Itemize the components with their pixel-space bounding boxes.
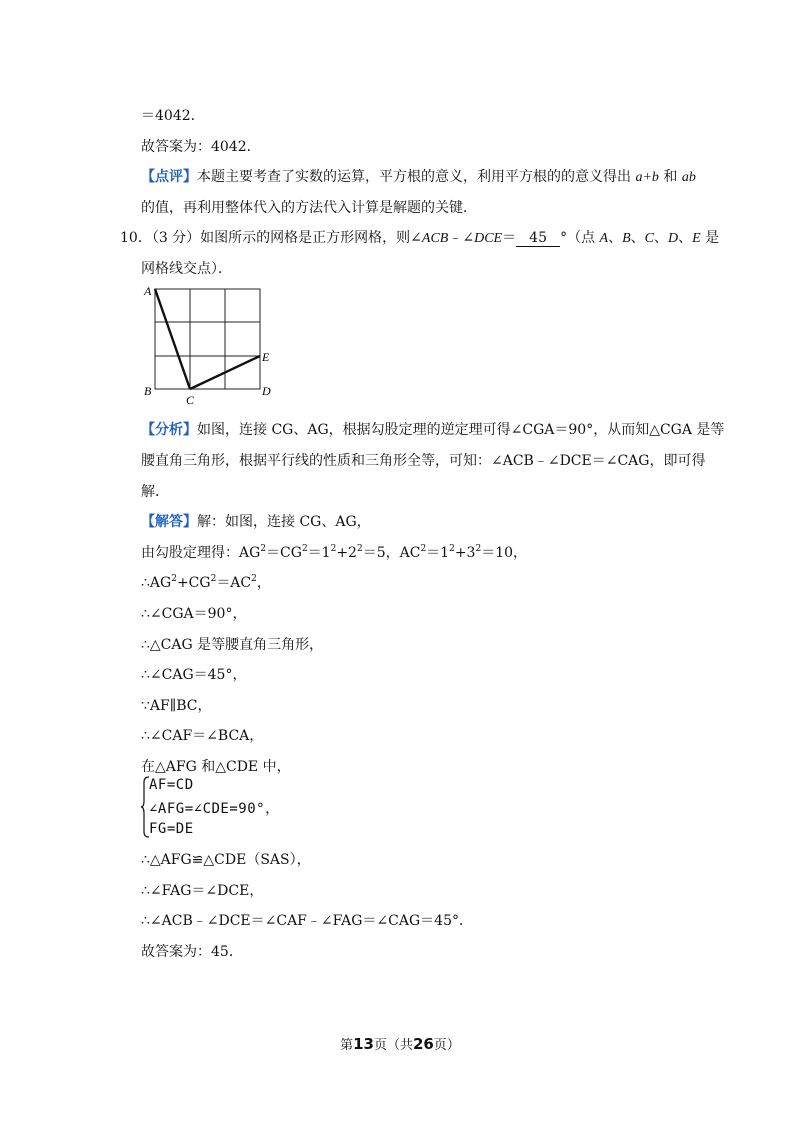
step-congruent: ∴△AFG≌△CDE（SAS），	[141, 852, 311, 868]
final-answer: 故答案为：45．	[141, 944, 243, 960]
sys2-text: ∠AFG=∠CDE=90°	[149, 801, 266, 817]
step-right-angle: ∴∠CGA＝90°，	[141, 606, 247, 622]
q10-minus: ﹣∠	[448, 230, 475, 246]
q10-eq: ＝	[502, 230, 517, 246]
q10-text: 10．（3 分）如图所示的网格是正方形网格，则∠	[120, 230, 422, 246]
sup: 2	[356, 544, 363, 554]
sup: 2	[420, 544, 427, 554]
question-10-line-1	[120, 228, 719, 249]
s2-d: ，	[256, 575, 271, 591]
footer-page: 13	[353, 1035, 374, 1053]
step-in-triangles: 在△AFG 和△CDE 中，	[141, 759, 291, 775]
analysis-text-1: 如图，连接 CG、AG，根据勾股定理的逆定理可得∠CGA＝90°，从而知△CGA 是等	[197, 422, 725, 438]
analysis-line-2: 腰直角三角形，根据平行线的性质和三角形全等，可知：∠ACB﹣∠DCE＝∠CAG，即可得	[141, 453, 706, 469]
sup: 2	[171, 574, 177, 584]
analysis-tag: 【分析】	[141, 422, 197, 438]
grid-lines	[155, 289, 260, 389]
s2-c: ＝AC	[216, 575, 252, 591]
step-isosceles: ∴△CAG 是等腰直角三角形，	[141, 637, 324, 653]
footer-pre: 第	[340, 1038, 354, 1053]
q10-sep2: 、	[630, 230, 645, 246]
q10-dce: DCE	[474, 231, 503, 246]
solution-tag: 【解答】	[141, 514, 197, 530]
page-footer	[0, 1034, 800, 1053]
q10-pt-d: D	[668, 231, 679, 246]
q10-pt-a: A	[599, 231, 609, 246]
footer-post: 页）	[433, 1038, 460, 1053]
system-line-2	[149, 798, 280, 818]
s1-e: ＝5，AC	[362, 545, 421, 561]
q10-deg: °（点	[560, 230, 600, 246]
s1-d: +2	[336, 545, 357, 561]
label-e: E	[262, 350, 270, 364]
label-b: B	[144, 384, 152, 398]
footer-mid: 页（共	[373, 1038, 413, 1053]
footer-total: 26	[413, 1035, 434, 1053]
s1-c: ＝1	[307, 545, 331, 561]
sup: 2	[475, 544, 482, 554]
s1-f: ＝1	[426, 545, 450, 561]
step-equal-angles: ∴∠FAG＝∠DCE，	[141, 883, 264, 899]
comment-and: 和	[658, 169, 682, 185]
s2-b: +CG	[176, 575, 211, 591]
grid-figure	[141, 282, 281, 406]
q10-pt-c: C	[644, 231, 655, 246]
solution-line-1	[141, 512, 371, 532]
system-line-3: FG=DE	[149, 821, 194, 837]
label-a: A	[144, 284, 152, 298]
q10-sep4: 、	[678, 230, 693, 246]
expr-ab: ab	[681, 170, 696, 185]
comment-text: 本题主要考查了实数的运算，平方根的意义，利用平方根的的意义得出	[197, 169, 636, 185]
solution-text-1: 解：如图，连接 CG、AG，	[197, 514, 371, 530]
line-answer-prev: 故答案为：4042．	[141, 139, 261, 155]
sup: 2	[210, 574, 217, 584]
q10-tail: 是	[700, 230, 720, 246]
line-result: ＝4042．	[141, 108, 205, 124]
step-alt-angles: ∴∠CAF＝∠BCA，	[141, 728, 264, 744]
s1-b: ＝CG	[266, 545, 302, 561]
q10-answer-blank: 45	[516, 230, 560, 247]
q10-pt-b: B	[622, 231, 631, 246]
sup: 2	[449, 544, 455, 554]
sup: 2	[251, 574, 257, 584]
system-line-1: AF=CD	[149, 777, 194, 793]
q10-sep3: 、	[654, 230, 669, 246]
step-conclusion: ∴∠ACB﹣∠DCE＝∠CAF﹣∠FAG＝∠CAG＝45°．	[141, 913, 473, 929]
s1-g: +3	[454, 545, 476, 561]
question-10-line-2: 网格线交点）．	[141, 261, 232, 277]
analysis-line-3: 解．	[141, 484, 169, 500]
step-pythagoras	[141, 543, 527, 563]
segment-ac	[155, 289, 190, 389]
analysis-line-1	[141, 420, 724, 440]
q10-acb: ACB	[421, 231, 449, 246]
label-d: D	[262, 384, 271, 398]
sup: 2	[260, 544, 267, 554]
s1-a: 由勾股定理得：AG	[141, 545, 261, 561]
step-sum-squares	[141, 573, 271, 593]
sup: 2	[330, 544, 337, 554]
step-parallel: ∵AF∥BC，	[141, 698, 212, 714]
label-c: C	[186, 393, 195, 406]
sys2-tail: ，	[265, 802, 280, 817]
step-angle-cag: ∴∠CAG＝45°，	[141, 667, 247, 683]
sup: 2	[301, 544, 308, 554]
q10-pt-e: E	[692, 231, 701, 246]
s1-h: ＝10，	[481, 545, 528, 561]
comment-line-2: 的值，再利用整体代入的方法代入计算是解题的关键．	[141, 200, 477, 216]
s2-a: ∴AG	[141, 575, 172, 591]
expr-a-plus-b: a+b	[635, 170, 659, 185]
comment-tag: 【点评】	[141, 169, 197, 185]
comment-line-1	[141, 167, 696, 188]
q10-sep1: 、	[608, 230, 623, 246]
